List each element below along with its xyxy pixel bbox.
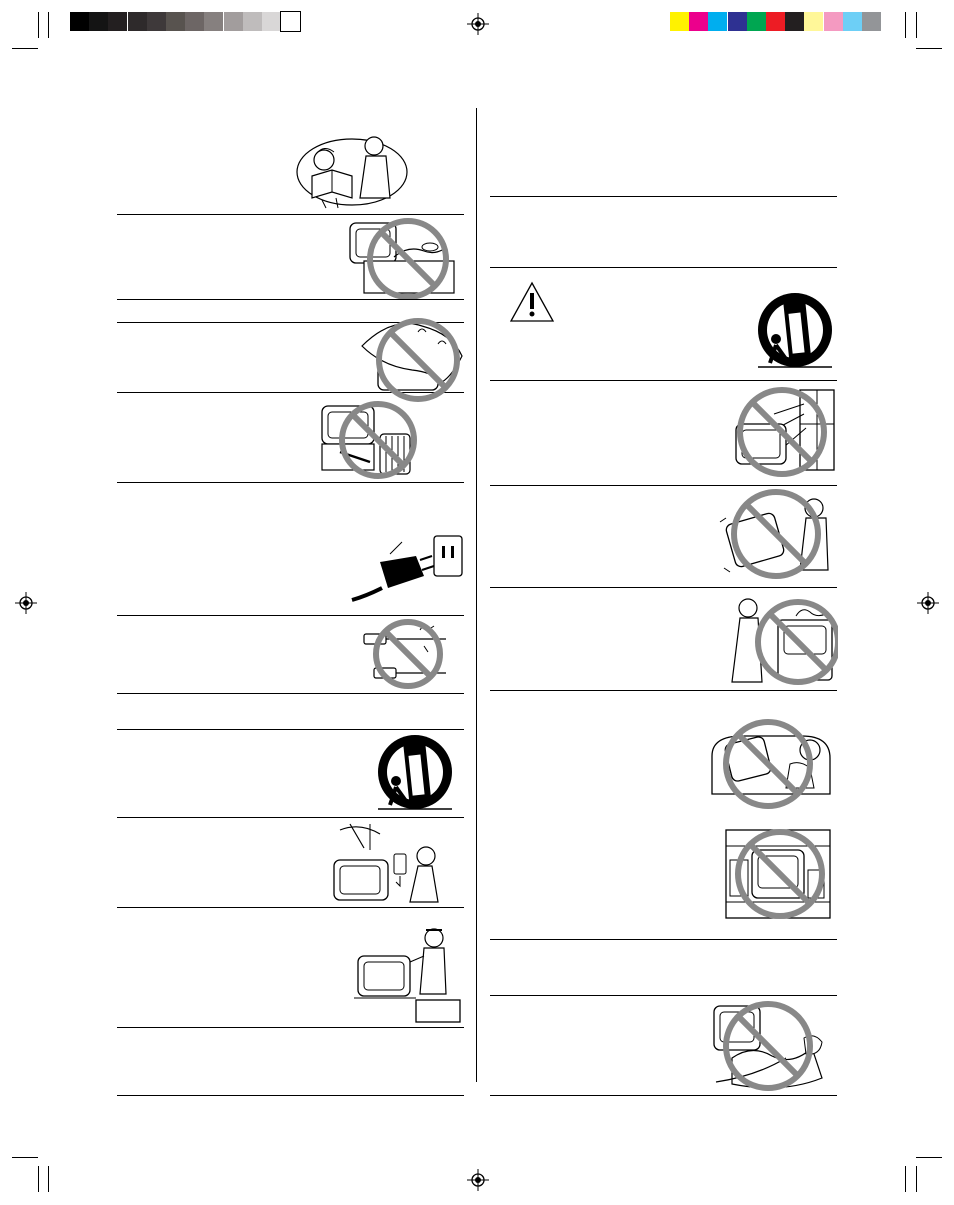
crop-mark-bottom-right-h: [916, 1157, 942, 1158]
left-rule: [117, 907, 464, 908]
left-rule: [117, 1027, 464, 1028]
column-divider: [476, 108, 477, 1082]
crop-mark-top-right-v: [905, 12, 906, 38]
grayscale-swatch: [262, 12, 281, 31]
color-swatch: [689, 12, 708, 31]
crop-mark-top-right-h: [916, 48, 942, 49]
color-swatch: [804, 12, 823, 31]
lightning-unplug-icon: [330, 820, 446, 904]
no-cart-tip-icon: [756, 289, 834, 371]
registration-target-icon: [467, 1169, 489, 1191]
left-rule: [117, 817, 464, 818]
no-drop-tv-icon: [716, 488, 834, 582]
no-water-spill-icon: [726, 590, 838, 686]
color-swatch: [766, 12, 785, 31]
no-blanket-vent-icon: [708, 998, 834, 1092]
right-rule: [490, 380, 837, 381]
color-swatch: [747, 12, 766, 31]
grayscale-swatch: [185, 12, 204, 31]
registration-target-icon: [15, 592, 37, 614]
color-swatch: [785, 12, 804, 31]
color-swatch: [728, 12, 747, 31]
left-rule: [117, 615, 464, 616]
grayscale-swatch: [89, 12, 108, 31]
warning-triangle-icon: [509, 281, 555, 323]
service-technician-icon: [354, 926, 464, 1026]
left-rule: [117, 729, 464, 730]
no-damaged-cord-icon: [360, 618, 450, 690]
color-swatch: [708, 12, 727, 31]
left-rule: [117, 482, 464, 483]
crop-mark-top-left-h: [12, 48, 38, 49]
right-rule: [490, 995, 837, 996]
grayscale-swatch: [281, 12, 300, 31]
left-rule: [117, 1095, 464, 1096]
no-soft-surface-icon: [706, 716, 832, 810]
right-rule: [490, 690, 837, 691]
grayscale-swatch: [147, 12, 166, 31]
no-ventilation-block-icon: [722, 826, 834, 922]
grayscale-swatch: [166, 12, 185, 31]
left-rule: [117, 693, 464, 694]
right-rule: [490, 587, 837, 588]
no-liquid-on-tv-icon: [344, 215, 456, 299]
no-sunlight-icon: [724, 384, 836, 478]
grayscale-swatch: [70, 12, 89, 31]
grayscale-swatch: [108, 12, 127, 31]
no-heat-source-icon: [318, 396, 418, 480]
crop-mark-bottom-right-v: [905, 1166, 906, 1192]
grayscale-swatch: [128, 12, 147, 31]
no-cover-vents-icon: [358, 316, 466, 402]
crop-mark-top-left-v: [48, 12, 49, 38]
right-rule: [490, 267, 837, 268]
crop-mark-right-extra-b: [916, 1166, 917, 1192]
no-cart-tip-icon: [376, 731, 454, 813]
right-rule: [490, 1095, 837, 1096]
left-rule: [117, 299, 464, 300]
registration-target-icon: [467, 13, 489, 35]
grayscale-swatch: [243, 12, 262, 31]
color-swatch: [670, 12, 689, 31]
polarized-plug-icon: [350, 532, 466, 606]
parent-child-reading-icon: [294, 128, 410, 210]
registration-target-icon: [917, 592, 939, 614]
crop-mark-bottom-left-v: [48, 1166, 49, 1192]
grayscale-swatch: [224, 12, 243, 31]
right-rule: [490, 196, 837, 197]
color-swatch: [824, 12, 843, 31]
right-rule: [490, 939, 837, 940]
crop-mark-bottom-left-h: [12, 1157, 38, 1158]
grayscale-swatch: [204, 12, 223, 31]
crop-mark-right-extra: [916, 12, 917, 38]
crop-mark-left-extra-b: [38, 1166, 39, 1192]
right-rule: [490, 485, 837, 486]
color-swatch: [843, 12, 862, 31]
crop-mark-left-extra: [38, 12, 39, 38]
color-swatch: [862, 12, 881, 31]
